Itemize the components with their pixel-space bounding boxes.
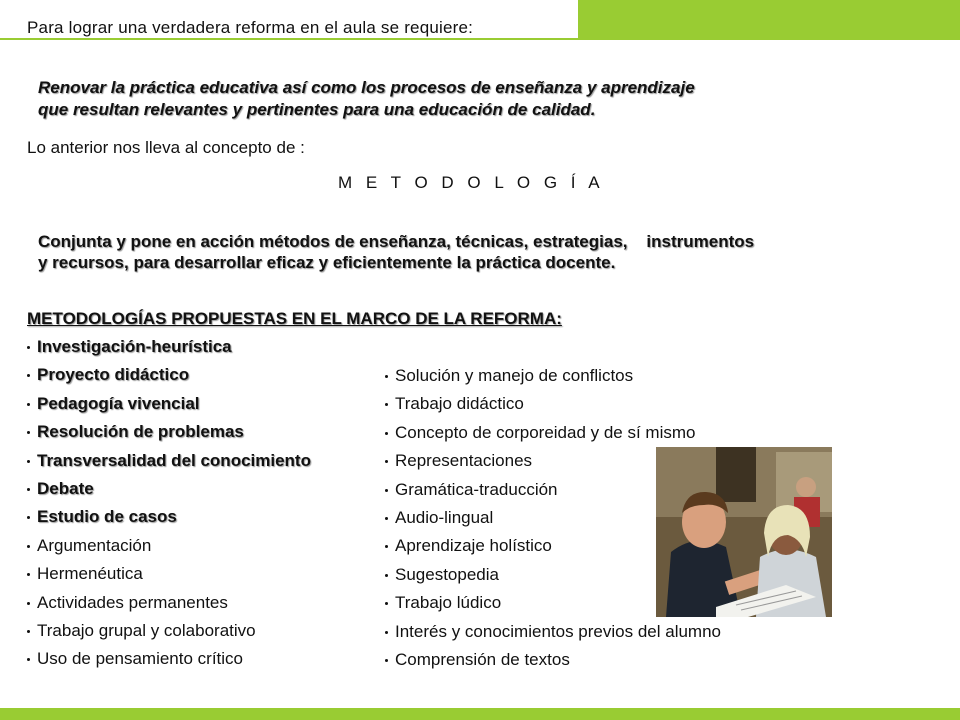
bullet-icon — [385, 659, 388, 662]
list-item: Audio-lingual — [385, 507, 721, 535]
list-item: Sugestopedia — [385, 564, 721, 592]
top-banner-underline — [0, 38, 578, 40]
list-item: Trabajo grupal y colaborativo — [27, 620, 311, 648]
list-item: Aprendizaje holístico — [385, 535, 721, 563]
bullet-icon — [27, 488, 30, 491]
definition-line-2: y recursos, para desarrollar eficaz y eficientemente la práctica docente. — [38, 253, 616, 272]
list-item: Concepto de corporeidad y de sí mismo — [385, 422, 721, 450]
list-item: Trabajo lúdico — [385, 592, 721, 620]
bullet-icon — [385, 489, 388, 492]
lead-text: Lo anterior nos lleva al concepto de : — [27, 138, 305, 157]
bullet-icon — [27, 516, 30, 519]
list-item: Pedagogía vivencial — [27, 393, 311, 421]
list-item: Resolución de problemas — [27, 421, 311, 449]
bullet-icon — [27, 403, 30, 406]
bullet-icon — [27, 460, 30, 463]
list-item: Argumentación — [27, 535, 311, 563]
intro-text: Para lograr una verdadera reforma en el aula se requiere: — [27, 18, 474, 37]
list-item: Representaciones — [385, 450, 721, 478]
students-illustration — [656, 447, 832, 617]
emphasis-line-1: Renovar la práctica educativa así como los procesos de enseñanza y aprendizaje — [38, 78, 695, 97]
section-title: METODOLOGÍAS PROPUESTAS EN EL MARCO DE LA REFORMA: — [27, 309, 562, 328]
bullet-icon — [385, 631, 388, 634]
list-item: Transversalidad del conocimiento — [27, 450, 311, 478]
bullet-icon — [385, 574, 388, 577]
definition-line-1: Conjunta y pone en acción métodos de enseñanza, técnicas, estrategias, instrumentos — [38, 232, 755, 251]
bullet-icon — [27, 658, 30, 661]
bullet-icon — [27, 431, 30, 434]
bullet-icon — [385, 602, 388, 605]
list-item: Gramática-traducción — [385, 479, 721, 507]
bullet-icon — [27, 374, 30, 377]
list-item: Debate — [27, 478, 311, 506]
bullet-icon — [385, 403, 388, 406]
bullet-icon — [385, 432, 388, 435]
bullet-icon — [27, 346, 30, 349]
list-item: Interés y conocimientos previos del alumno — [385, 621, 721, 649]
list-item: Comprensión de textos — [385, 649, 721, 677]
top-banner-green — [578, 0, 960, 40]
list-item: Investigación-heurística — [27, 336, 311, 364]
bullet-icon — [385, 375, 388, 378]
bullet-icon — [27, 602, 30, 605]
students-photo — [656, 447, 832, 617]
bullet-icon — [27, 573, 30, 576]
bullet-icon — [385, 517, 388, 520]
bottom-banner — [0, 708, 960, 720]
list-item: Proyecto didáctico — [27, 364, 311, 392]
bullet-icon — [385, 545, 388, 548]
list-item: Actividades permanentes — [27, 592, 311, 620]
concept-title: M E T O D O L O G Í A — [338, 173, 605, 192]
bullet-icon — [27, 630, 30, 633]
bullet-icon — [27, 545, 30, 548]
list-item: Trabajo didáctico — [385, 393, 721, 421]
emphasis-line-2: que resultan relevantes y pertinentes para una educación de calidad. — [38, 100, 596, 119]
list-item: Hermenéutica — [27, 563, 311, 591]
left-methodology-list — [27, 336, 311, 677]
list-item: Solución y manejo de conflictos — [385, 365, 721, 393]
list-item: Uso de pensamiento crítico — [27, 648, 311, 676]
bullet-icon — [385, 460, 388, 463]
list-item: Estudio de casos — [27, 506, 311, 534]
